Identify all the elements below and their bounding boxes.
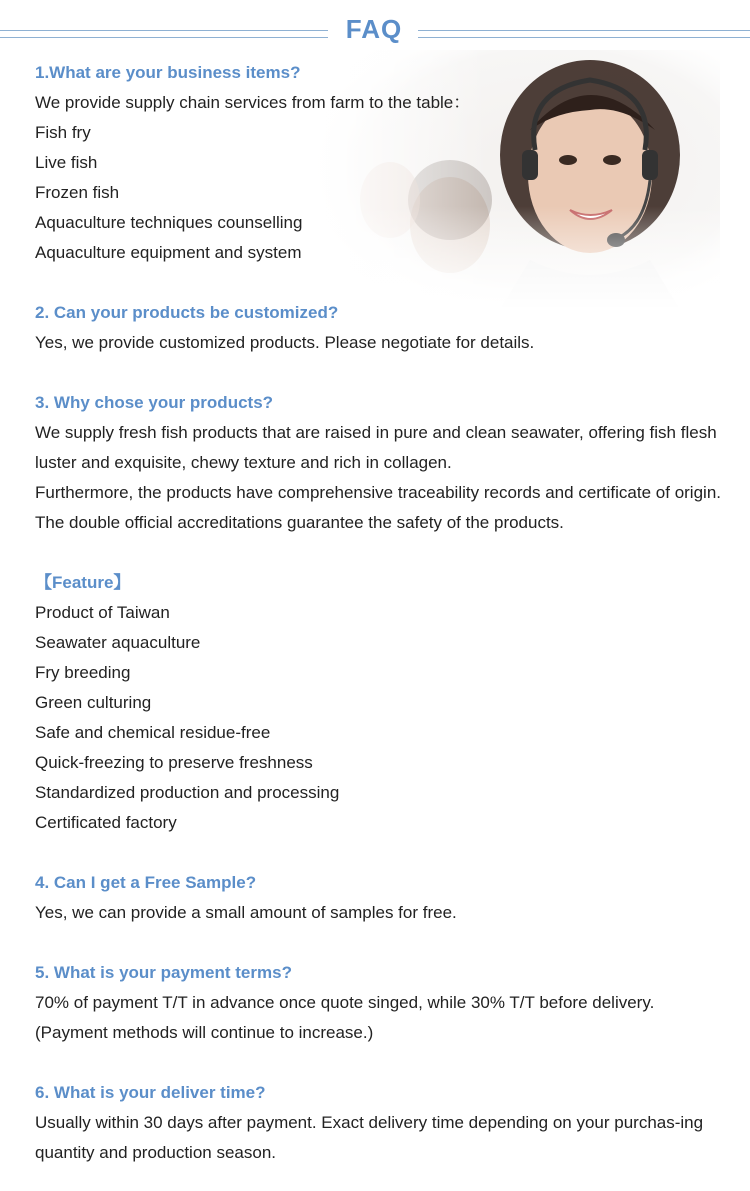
faq-answer-line: Frozen fish — [35, 183, 120, 202]
faq-answer-line: Yes, we provide customized products. Please negotiate for details. — [35, 333, 535, 352]
faq-content — [35, 58, 725, 1168]
faq-answer-line: Usually within 30 days after payment. Exact delivery time depending on your purchas-ing quantity and production season. — [35, 1113, 704, 1162]
feature-item: Product of Taiwan — [35, 603, 170, 622]
faq-section-2 — [35, 298, 725, 358]
faq-question: 3. Why chose your products? — [35, 393, 274, 412]
page-title: FAQ — [345, 14, 403, 44]
feature-item: Standardized production and processing — [35, 783, 340, 802]
faq-answer-line: Aquaculture techniques counselling — [35, 213, 303, 232]
faq-question: 1.What are your business items? — [35, 63, 301, 82]
faq-answer-line: (Payment methods will continue to increase.) — [35, 1023, 374, 1042]
faq-answer-line: Aquaculture equipment and system — [35, 243, 302, 262]
faq-section-4 — [35, 868, 725, 928]
faq-question: 5. What is your payment terms? — [35, 963, 292, 982]
feature-item: Seawater aquaculture — [35, 633, 201, 652]
faq-answer-line: Furthermore, the products have comprehensive traceability records and certificate of origin. The double official accreditations guarantee the safety of the products. — [35, 483, 721, 532]
faq-answer-line: Yes, we can provide a small amount of samples for free. — [35, 903, 457, 922]
faq-question: 4. Can I get a Free Sample? — [35, 873, 257, 892]
faq-question: 6. What is your deliver time? — [35, 1083, 266, 1102]
faq-section-3 — [35, 388, 725, 538]
feature-item: Fry breeding — [35, 663, 131, 682]
faq-question: 2. Can your products be customized? — [35, 303, 339, 322]
faq-section-6 — [35, 1078, 725, 1168]
feature-item: Certificated factory — [35, 813, 177, 832]
feature-item: Safe and chemical residue-free — [35, 723, 271, 742]
faq-answer-line: Fish fry — [35, 123, 91, 142]
faq-answer-line: We supply fresh fish products that are raised in pure and clean seawater, offering fish flesh luster and exquisite, chewy texture and rich in collagen. — [35, 423, 717, 472]
faq-answer-line: Live fish — [35, 153, 98, 172]
header-rule-right — [418, 30, 750, 38]
faq-answer-line: We provide supply chain services from farm to the table： — [35, 93, 471, 112]
feature-section — [35, 568, 725, 838]
feature-heading: 【Feature】 — [35, 573, 131, 592]
faq-answer-line: 70% of payment T/T in advance once quote singed, while 30% T/T before delivery. — [35, 993, 655, 1012]
faq-section-1 — [35, 58, 725, 268]
feature-item: Green culturing — [35, 693, 152, 712]
faq-section-5 — [35, 958, 725, 1048]
header-rule-left — [0, 30, 328, 38]
feature-item: Quick-freezing to preserve freshness — [35, 753, 313, 772]
